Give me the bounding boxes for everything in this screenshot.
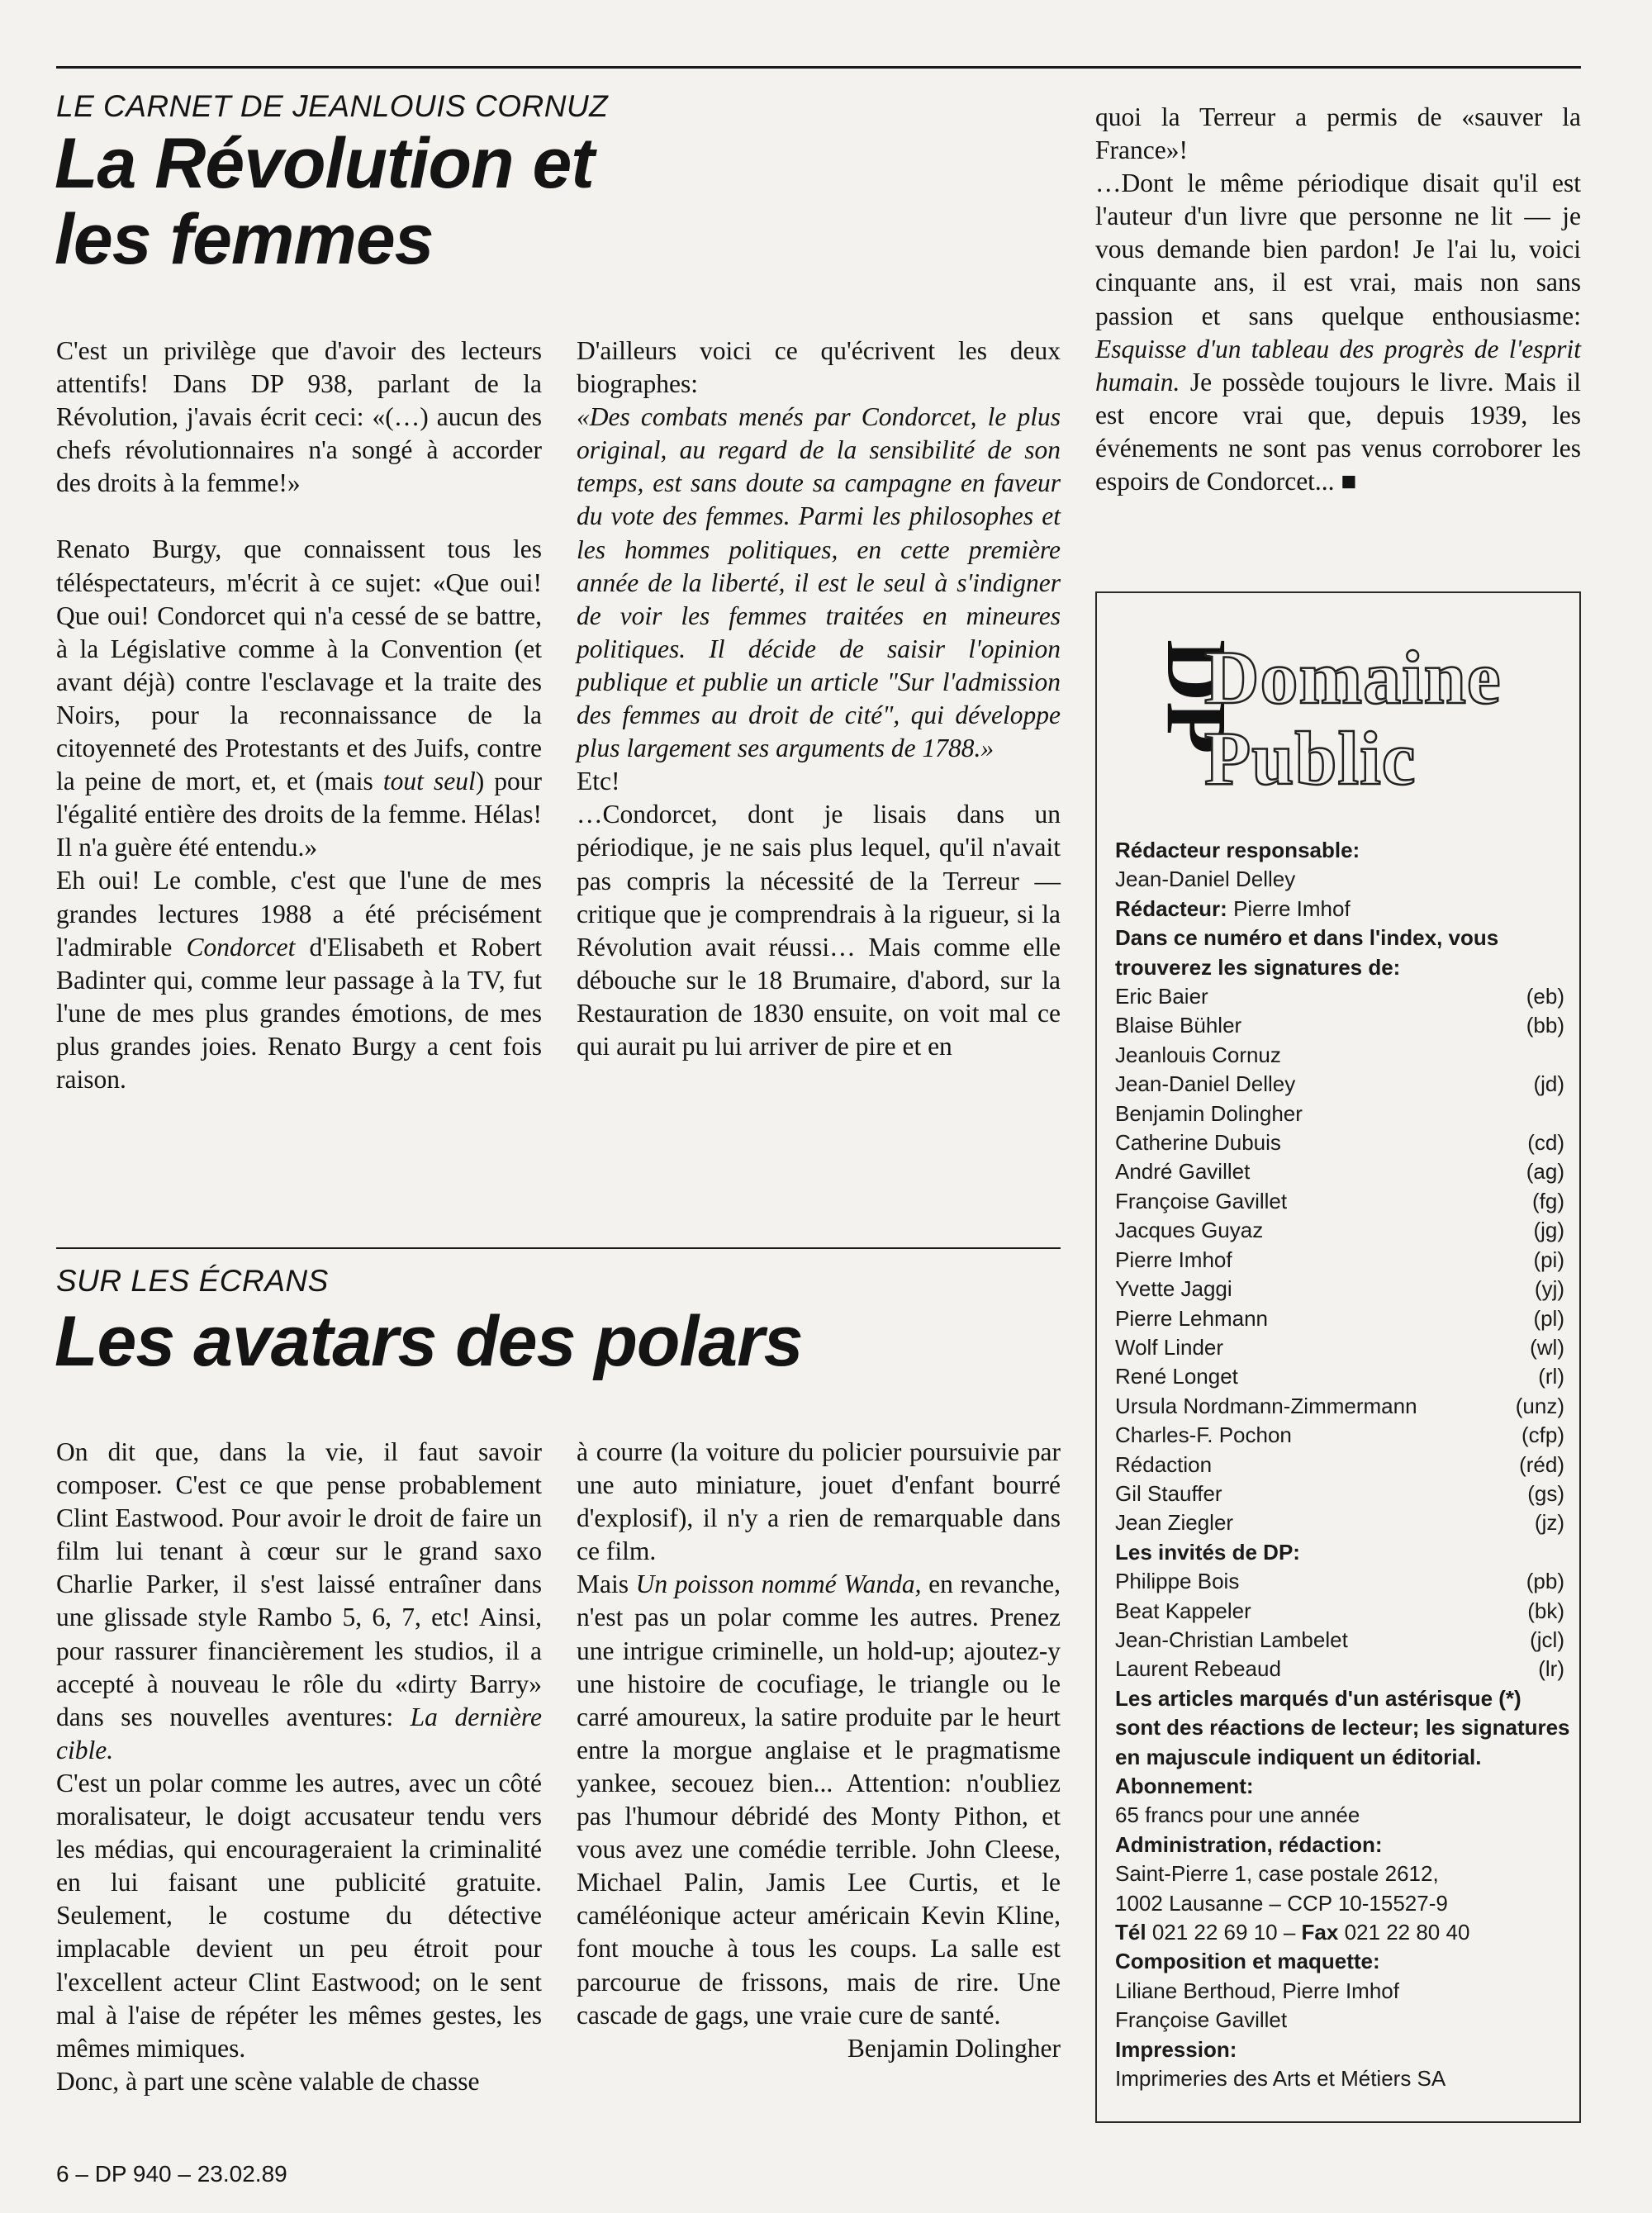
contributor-row <box>1115 982 1571 1011</box>
contributor-name: Rédaction <box>1115 1451 1213 1477</box>
contributor-code: (eb) <box>1526 984 1564 1009</box>
contributor-name: Jean Ziegler <box>1115 1510 1234 1536</box>
contributor-code: (fg) <box>1532 1188 1564 1213</box>
guests-label: Les invités de DP: <box>1115 1539 1300 1565</box>
article1-col3-paragraph-2: …Dont le même périodique disait qu'il est l'auteur d'un livre que personne ne lit — je vous demande bien pardon! Je l'ai lu, voici cinquante ans, il est vrai, mais non sans passion et sans quelque enthousiasme: Esquisse d'un tableau des progrès de l'esprit humain. Je possède toujours le livre. Mais il est encore vrai que, depuis 1939, les événements ne sont pas venus corroborer les espoirs de Condorcet... ■ <box>1095 169 1582 496</box>
contributor-code: (yj) <box>1534 1276 1564 1302</box>
article1-title-line2: les femmes <box>55 200 434 279</box>
impression-value: Imprimeries des Arts et Métiers SA <box>1115 2066 1446 2092</box>
contributor-code <box>1564 1099 1571 1128</box>
article1-column-3 <box>1095 101 1581 498</box>
contributor-row <box>1115 1626 1571 1655</box>
contributor-row <box>1115 1362 1571 1391</box>
compo-line-2: Françoise Gavillet <box>1115 2007 1288 2033</box>
contributor-name: Jean-Daniel Delley <box>1115 1071 1296 1097</box>
signatures-label: Dans ce numéro et dans l'index, vous trouverez les signatures de: <box>1115 925 1499 980</box>
contributor-name: Jeanlouis Cornuz <box>1115 1042 1281 1067</box>
contributor-name: Pierre Lehmann <box>1115 1305 1268 1331</box>
contributor-code: (lr) <box>1538 1656 1564 1682</box>
contributor-name: René Longet <box>1115 1364 1238 1389</box>
contributor-row <box>1115 1655 1571 1683</box>
contributor-code: (jcl) <box>1530 1627 1564 1652</box>
contributor-name: Philippe Bois <box>1115 1569 1240 1594</box>
compo-line-1: Liliane Berthoud, Pierre Imhof <box>1115 1978 1399 2003</box>
contributor-code: (pi) <box>1533 1247 1564 1272</box>
article2-signature: Benjamin Dolingher <box>847 2033 1061 2063</box>
article2-col2-paragraph-1: à courre (la voiture du policier poursuivie par une auto miniature, jouet d'enfant bourré d'explosif), il n'y a rien de remarquable dans ce film. <box>577 1437 1061 1566</box>
contributor-name: Jacques Guyaz <box>1115 1218 1264 1243</box>
article1-column-2 <box>577 335 1061 1063</box>
contributor-row <box>1115 1187 1571 1216</box>
article2-col1-paragraph-1: On dit que, dans la vie, il faut savoir composer. C'est ce que pense probablement Clint Eastwood. Pour avoir le droit de faire un film lui tenant à cœur sur le grand saxo Charlie Parker, il s'est laissé entraîner dans une glissade style Rambo 5, 6, 7, etc! Ainsi, pour rassurer financièrement les studios, il a accepté à nouveau le rôle du «dirty Barry» dans ses nouvelles aventures: La dernière cible. <box>56 1437 543 1764</box>
contributor-row <box>1115 1421 1571 1450</box>
article2-kicker: SUR LES ÉCRANS <box>56 1264 329 1298</box>
contributor-row <box>1115 1070 1571 1099</box>
contributor-name: Pierre Imhof <box>1115 1247 1232 1272</box>
admin-line-2: 1002 Lausanne – CCP 10-15527-9 <box>1115 1890 1448 1916</box>
contributor-name: Charles-F. Pochon <box>1115 1422 1292 1448</box>
contributor-name: Beat Kappeler <box>1115 1598 1251 1623</box>
contributor-name: Wolf Linder <box>1115 1334 1224 1360</box>
admin-label: Administration, rédaction: <box>1115 1831 1383 1857</box>
contributor-code: (pl) <box>1533 1305 1564 1331</box>
contributor-name: Ursula Nordmann-Zimmermann <box>1115 1393 1417 1418</box>
contributor-row <box>1115 1567 1571 1596</box>
phone-fax-line: Tél 021 22 69 10 – Fax 021 22 80 40 <box>1115 1920 1470 1945</box>
top-rule <box>56 66 1581 69</box>
contributor-code: (jd) <box>1533 1071 1564 1097</box>
contributor-row <box>1115 1157 1571 1186</box>
dp-logo <box>1120 639 1244 805</box>
imprint-text <box>1115 836 1571 2093</box>
contributor-code: (gs) <box>1527 1480 1564 1506</box>
contributor-row <box>1115 1508 1571 1537</box>
article1-column-1 <box>56 335 542 1096</box>
article2-col2-paragraph-2: Mais Un poisson nommé Wanda, en revanche, n'est pas un polar comme les autres. Prenez une intrigue criminelle, un hold-up; ajoutez-y une histoire de cocufiage, le triangle ou le carré amoureux, la satire produite par le heurt entre la morgue anglaise et le pragmatisme yankee, secouez bien... Attention: n'oubliez pas l'humour débridé des Monty Pithon, et vous avez une comédie terrible. John Cleese, Michael Palin, Jamis Lee Curtis, et le caméléonique acteur américain Kevin Kline, font mouche à tous les coups. La salle est parcourue de frissons, mais de rire. Une cascade de gags, une vraie cure de santé. <box>577 1570 1061 2030</box>
article1-title-line1: La Révolution et <box>55 124 594 203</box>
logo-word-public: Public <box>1204 716 1417 800</box>
dp-logo-letters: DP <box>1149 639 1244 754</box>
contributor-name: André Gavillet <box>1115 1159 1251 1185</box>
contributor-name: Eric Baier <box>1115 984 1208 1009</box>
article1-col2-quote: «Des combats menés par Condorcet, le plus original, au regard de la sensibilité de son temps, est sans doute sa campagne en faveur du vote des femmes. Parmi les philosophes et les hommes politiques, en cette première année de la liberté, il est le seul à s'indigner de voir les femmes traitées en mineures politiques. Il décide de saisir l'opinion publique et publie un article "Sur l'admission des femmes au droit de cité", qui développe plus largement ses arguments de 1788.» <box>577 402 1061 763</box>
contributor-code: (cfp) <box>1521 1422 1564 1448</box>
compo-label: Composition et maquette: <box>1115 1949 1380 1974</box>
contributor-row <box>1115 1246 1571 1275</box>
contributor-row <box>1115 1597 1571 1626</box>
contributor-name: Laurent Rebeaud <box>1115 1656 1281 1682</box>
contributor-name: Benjamin Dolingher <box>1115 1100 1303 1126</box>
abonnement-label: Abonnement: <box>1115 1774 1254 1798</box>
contributor-row <box>1115 1041 1571 1070</box>
admin-line-1: Saint-Pierre 1, case postale 2612, <box>1115 1861 1439 1887</box>
article2-column-2 <box>577 1436 1061 2065</box>
article1-col1-paragraph-2: Renato Burgy, que connaissent tous les téléspectateurs, m'écrit à ce sujet: «Que oui! Que oui! Condorcet qui n'a cessé de se battre, à la Législative comme à la Convention (et avant déjà) contre l'esclavage et la traite des Noirs, pour la reconnaissance de la citoyenneté des Protestants et des Juifs, contre la peine de mort, et, et (mais tout seul) pour l'égalité entière des droits de la femme. Hélas! Il n'a guère été entendu.» <box>56 534 543 862</box>
contributor-code: (bb) <box>1526 1013 1564 1038</box>
redacteur-line: Rédacteur: Pierre Imhof <box>1115 895 1351 921</box>
article2-col1-paragraph-2: C'est un polar comme les autres, avec un côté moralisateur, le doigt accusateur tendu vers les médias, qui encourageraient la criminalité en lui faisant une publicité gratuite. Seulement, le costume du détective implacable devient un peu étroit pour l'excellent acteur Clint Eastwood; on le sent mal à l'aise de répéter les mêmes gestes, les mêmes mimiques. <box>56 1768 542 2063</box>
resp-label: Rédacteur responsable: <box>1115 838 1360 862</box>
contributor-code: (ag) <box>1526 1159 1564 1185</box>
page-folio: 6 – DP 940 – 23.02.89 <box>56 2161 287 2187</box>
contributor-row <box>1115 1304 1571 1333</box>
imprint-note: Les articles marqués d'un astérisque (*) sont des réactions de lecteur; les signatures en majuscule indiquent un éditorial. <box>1115 1685 1570 1769</box>
contributor-row <box>1115 1099 1571 1128</box>
contributor-name: Jean-Christian Lambelet <box>1115 1627 1348 1652</box>
article2-column-1 <box>56 1436 542 2098</box>
contributor-name: Françoise Gavillet <box>1115 1188 1288 1213</box>
contributor-code: (réd) <box>1519 1451 1564 1477</box>
contributor-code: (bk) <box>1527 1598 1564 1623</box>
contributor-row <box>1115 1392 1571 1421</box>
contributor-code: (jz) <box>1534 1510 1564 1536</box>
contributor-code: (rl) <box>1538 1364 1564 1389</box>
contributor-code: (cd) <box>1527 1130 1564 1156</box>
contributor-code: (jg) <box>1533 1218 1564 1243</box>
article1-col1-paragraph-1: C'est un privilège que d'avoir des lecteurs attentifs! Dans DP 938, parlant de la Révolution, j'avais écrit ceci: «(…) aucun des chefs révolutionnaires n'a songé à accorder des droits à la femme!» <box>56 336 542 498</box>
contributor-code: (unz) <box>1515 1393 1564 1418</box>
article1-kicker: LE CARNET DE JEANLOUIS CORNUZ <box>56 89 609 123</box>
contributor-code: (wl) <box>1530 1334 1564 1360</box>
contributor-row <box>1115 1128 1571 1157</box>
contributor-row <box>1115 1011 1571 1040</box>
impression-label: Impression: <box>1115 2036 1237 2062</box>
contributor-code <box>1564 1041 1571 1070</box>
article1-col2-paragraph-1: D'ailleurs voici ce qu'écrivent les deux biographes: <box>577 336 1061 399</box>
article1-col2-etc: Etc! <box>577 767 620 796</box>
contributor-row <box>1115 1451 1571 1479</box>
contributor-row <box>1115 1479 1571 1508</box>
article2-col1-paragraph-3: Donc, à part une scène valable de chasse <box>56 2066 480 2096</box>
imprint-box <box>1095 591 1581 2123</box>
contributor-name: Yvette Jaggi <box>1115 1276 1232 1302</box>
contributor-row <box>1115 1275 1571 1304</box>
article1-col1-paragraph-3: Eh oui! Le comble, c'est que l'une de mes grandes lectures 1988 a été précisément l'admirable Condorcet d'Elisabeth et Robert Badinter qui, comme leur passage à la TV, fut l'une de mes plus grandes émotions, de mes plus grandes joies. Renato Burgy a cent fois raison. <box>56 866 542 1094</box>
contributor-row <box>1115 1333 1571 1362</box>
contributor-name: Blaise Bühler <box>1115 1013 1242 1038</box>
contributor-code: (pb) <box>1526 1569 1564 1594</box>
guests-list <box>1115 1567 1571 1684</box>
resp-name: Jean-Daniel Delley <box>1115 867 1296 892</box>
article1-col2-paragraph-2: …Condorcet, dont je lisais dans un périodique, je ne sais plus lequel, qu'il n'avait pas compris la nécessité de la Terreur — critique que je comprendrais à la rigueur, si la Révolution avait réussi… Mais comme elle débouche sur le 18 Brumaire, d'abord, sur la Restauration de 1830 ensuite, on voit mal ce qui aurait pu lui arriver de pire et en <box>577 800 1061 1061</box>
contributor-name: Catherine Dubuis <box>1115 1130 1281 1156</box>
article2-title: Les avatars des polars <box>55 1302 803 1381</box>
contributor-name: Gil Stauffer <box>1115 1480 1222 1506</box>
section-rule <box>56 1247 1061 1249</box>
logo-word-domaine: Domaine <box>1204 635 1502 719</box>
abonnement-value: 65 francs pour une année <box>1115 1802 1360 1828</box>
contributor-row <box>1115 1216 1571 1245</box>
article1-col3-paragraph-1: quoi la Terreur a permis de «sauver la France»! <box>1095 102 1581 165</box>
signatures-list <box>1115 982 1571 1538</box>
